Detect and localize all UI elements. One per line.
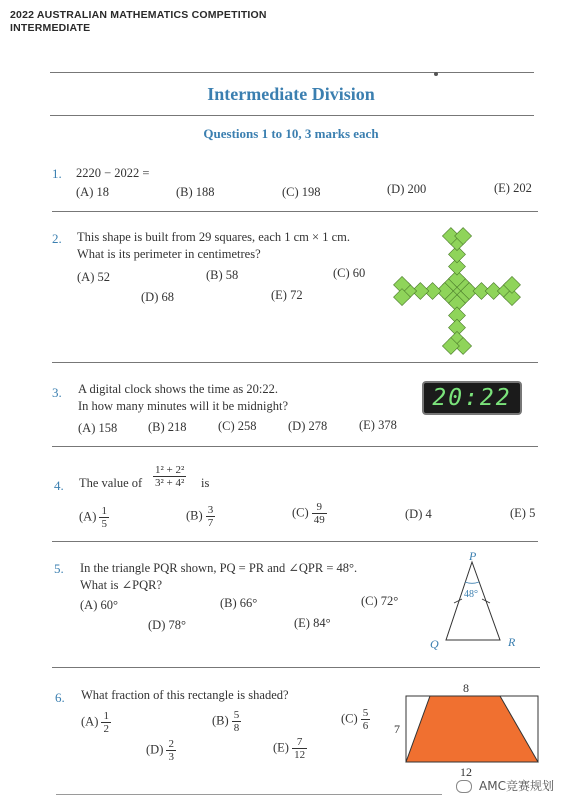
divider bbox=[56, 794, 442, 795]
divider bbox=[52, 446, 538, 447]
fraction-numerator: 1² + 2² bbox=[155, 464, 185, 476]
option-label: (A) bbox=[79, 509, 97, 524]
cross-shape-figure bbox=[395, 228, 519, 354]
question-text: In the triangle PQR shown, PQ = PR and ∠QPR = 48°. bbox=[80, 561, 358, 575]
option-label: (E) bbox=[273, 740, 289, 755]
divider bbox=[52, 211, 538, 212]
option-label: (A) bbox=[81, 714, 99, 729]
option-e[interactable] bbox=[273, 736, 307, 761]
question-text: In how many minutes will it be midnight? bbox=[78, 399, 289, 413]
option-a[interactable] bbox=[79, 505, 109, 530]
fraction-denominator: 12 bbox=[294, 749, 306, 761]
angle-arc bbox=[465, 582, 479, 583]
option-d[interactable]: (D) 278 bbox=[288, 419, 328, 433]
angle-label: 48° bbox=[464, 589, 478, 600]
bottom-length-label: 12 bbox=[460, 765, 472, 779]
vertex-r-label: R bbox=[508, 635, 516, 649]
question-text: This shape is built from 29 squares, each 1 cm × 1 cm. bbox=[77, 230, 350, 244]
fraction-numerator: 9 bbox=[312, 501, 327, 514]
option-e[interactable]: (E) 72 bbox=[271, 288, 303, 302]
wechat-icon bbox=[456, 780, 472, 793]
divider bbox=[50, 72, 534, 73]
cross-squares bbox=[387, 221, 526, 360]
fraction-denominator: 3² + 4² bbox=[155, 477, 185, 489]
option-c[interactable]: (C) 258 bbox=[218, 419, 257, 433]
option-a[interactable]: (A) 18 bbox=[76, 185, 109, 199]
fraction-numerator: 1 bbox=[103, 710, 109, 722]
divider bbox=[52, 541, 538, 542]
page-title: Intermediate Division bbox=[207, 84, 375, 104]
vertex-q-label: Q bbox=[430, 637, 439, 651]
clock-display: 20:22 bbox=[432, 385, 512, 411]
option-label: (B) bbox=[186, 508, 203, 523]
question-text: 2220 − 2022 = bbox=[76, 166, 150, 180]
question-number: 3. bbox=[52, 385, 62, 400]
option-d[interactable] bbox=[146, 738, 176, 763]
question-number: 5. bbox=[54, 561, 64, 576]
fraction-numerator: 7 bbox=[292, 736, 307, 749]
fraction-numerator: 5 bbox=[362, 707, 369, 719]
question-number: 4. bbox=[54, 478, 64, 493]
option-e[interactable]: (E) 5 bbox=[510, 506, 536, 520]
option-b[interactable]: (B) 58 bbox=[206, 268, 239, 282]
triangle-outline bbox=[446, 562, 500, 640]
fraction-denominator: 2 bbox=[103, 723, 109, 735]
question-number: 2. bbox=[52, 231, 62, 246]
option-c[interactable]: (C) 198 bbox=[282, 185, 321, 199]
option-d[interactable]: (D) 200 bbox=[387, 182, 427, 196]
option-e[interactable]: (E) 84° bbox=[294, 616, 331, 630]
option-c[interactable]: (C) 72° bbox=[361, 594, 399, 608]
option-d[interactable]: (D) 78° bbox=[148, 618, 186, 632]
option-label: (C) bbox=[292, 505, 309, 520]
divider bbox=[52, 362, 538, 363]
option-d[interactable]: (D) 68 bbox=[141, 290, 174, 304]
competition-title: 2022 AUSTRALIAN MATHEMATICS COMPETITION bbox=[10, 9, 267, 21]
option-e[interactable]: (E) 378 bbox=[359, 418, 397, 432]
question-text: is bbox=[201, 476, 210, 490]
fraction-denominator: 5 bbox=[101, 518, 107, 530]
side-length-label: 7 bbox=[394, 722, 400, 736]
shaded-rectangle-figure bbox=[392, 680, 550, 779]
option-label: (D) bbox=[146, 742, 164, 757]
question-text: A digital clock shows the time as 20:22. bbox=[78, 382, 278, 396]
question-number: 6. bbox=[55, 690, 65, 705]
vertex-p-label: P bbox=[469, 549, 477, 563]
option-b[interactable] bbox=[212, 709, 241, 734]
option-b[interactable]: (B) 218 bbox=[148, 420, 187, 434]
question-text: What fraction of this rectangle is shaded? bbox=[81, 688, 289, 702]
top-length-label: 8 bbox=[463, 681, 469, 695]
option-label: (C) bbox=[341, 711, 358, 726]
option-a[interactable]: (A) 158 bbox=[78, 421, 118, 435]
option-c[interactable]: (C) 60 bbox=[333, 266, 366, 280]
question-number: 1. bbox=[52, 166, 62, 181]
division-label: INTERMEDIATE bbox=[10, 22, 91, 34]
option-d[interactable]: (D) 4 bbox=[405, 507, 432, 521]
watermark bbox=[456, 777, 554, 795]
option-label: (B) bbox=[212, 713, 229, 728]
fraction-numerator: 5 bbox=[233, 709, 240, 721]
option-e[interactable]: (E) 202 bbox=[494, 181, 532, 195]
option-c[interactable] bbox=[341, 707, 370, 732]
fraction-denominator: 6 bbox=[362, 720, 369, 732]
ink-dot bbox=[434, 72, 438, 76]
option-b[interactable]: (B) 66° bbox=[220, 596, 258, 610]
fraction-denominator: 8 bbox=[233, 722, 240, 734]
section-subtitle: Questions 1 to 10, 3 marks each bbox=[203, 126, 379, 141]
divider bbox=[50, 115, 534, 116]
fraction-numerator: 3 bbox=[207, 504, 214, 516]
triangle-pqr-figure bbox=[424, 548, 524, 652]
option-a[interactable]: (A) 52 bbox=[77, 270, 110, 284]
option-b[interactable]: (B) 188 bbox=[176, 185, 215, 199]
question-text: What is ∠PQR? bbox=[80, 578, 162, 592]
watermark-text: AMC竞赛规划 bbox=[479, 779, 554, 793]
fraction-numerator: 1 bbox=[101, 505, 107, 517]
fraction-denominator: 3 bbox=[168, 751, 174, 763]
equal-side-tick bbox=[454, 599, 462, 603]
expression-fraction bbox=[153, 464, 186, 489]
question-text: The value of bbox=[79, 476, 143, 490]
fraction-numerator: 2 bbox=[168, 738, 174, 750]
question-text: What is its perimeter in centimetres? bbox=[77, 247, 261, 261]
option-b[interactable] bbox=[186, 504, 215, 529]
option-a[interactable] bbox=[81, 710, 111, 735]
fraction-denominator: 49 bbox=[313, 514, 325, 526]
fraction-denominator: 7 bbox=[207, 517, 214, 529]
digital-clock bbox=[422, 381, 522, 415]
shaded-trapezoid bbox=[406, 696, 538, 762]
divider bbox=[52, 667, 540, 668]
option-a[interactable]: (A) 60° bbox=[80, 598, 118, 612]
option-c[interactable] bbox=[292, 501, 327, 526]
